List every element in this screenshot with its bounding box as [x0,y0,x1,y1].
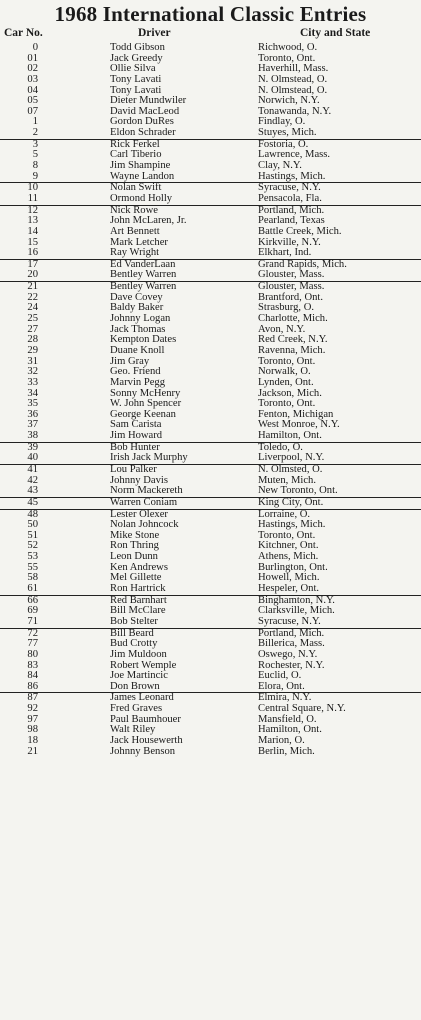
city-state: Lawrence, Mass. [258,149,331,161]
car-number: 15 [27,236,38,248]
city-state: Binghamton, N.Y. [258,594,335,606]
driver-name: Joe Martincic [110,670,168,682]
entry-row [0,736,421,747]
driver-name: Mel Gillette [110,572,162,584]
entry-row [0,117,421,128]
driver-name: Ron Thring [110,540,159,552]
car-number: 27 [27,323,38,335]
driver-name: Jack Housewerth [110,735,183,746]
car-number: 86 [27,680,38,692]
driver-name: Sam Carista [110,419,162,431]
entry-row [0,725,421,736]
entry-row [0,238,421,249]
car-number: 71 [27,615,38,627]
city-state: Elmira, N.Y. [258,692,312,704]
car-number: 16 [27,247,38,259]
car-number: 17 [27,258,38,270]
city-state: Billerica, Mass. [258,638,325,650]
car-number: 41 [27,463,38,475]
driver-name: Mike Stone [110,529,160,541]
city-state: Red Creek, N.Y. [258,334,328,346]
city-state: Burlington, Ont. [258,561,328,573]
entry-row [0,325,421,336]
driver-name: Bill McClare [110,605,166,617]
driver-name: Leon Dunn [110,551,158,563]
car-number: 77 [27,638,38,650]
car-number: 21 [27,745,38,757]
entry-row [0,420,421,431]
city-state: Glouster, Mass. [258,269,325,281]
driver-header: Driver [138,27,171,39]
city-state: N. Olmsted, O. [258,463,323,475]
car-number: 35 [27,398,38,410]
entry-row [0,389,421,400]
driver-name: Johnny Benson [110,745,176,757]
car-number: 87 [27,692,38,704]
car-number: 84 [27,670,38,682]
car-number: 14 [27,225,38,237]
driver-name: George Keenan [110,408,176,420]
city-state: Fostoria, O. [258,138,309,150]
entry-row [0,205,421,217]
driver-name: Geo. Friend [110,366,161,378]
car-no-header: Car No. [4,27,43,39]
car-number: 8 [32,160,38,172]
driver-name: Walt Riley [110,724,156,736]
driver-name: John McLaren, Jr. [110,215,187,227]
entry-row [0,442,421,454]
city-state: Berlin, Mich. [258,745,315,757]
driver-name: Jim Muldoon [110,648,167,660]
car-number: 1 [32,116,38,128]
entry-row [0,747,421,758]
city-state: Charlotte, Mich. [258,313,328,325]
city-state: Tonawanda, N.Y. [258,105,332,117]
entry-row [0,497,421,509]
city-state: Stuyes, Mich. [258,127,317,139]
entry-row [0,573,421,584]
driver-name: Bob Hunter [110,441,160,453]
entry-row [0,107,421,118]
driver-name: Nick Rowe [110,204,158,216]
entry-row [0,671,421,682]
driver-name: Mark Letcher [110,236,168,248]
city-state: Central Square, N.Y. [258,703,346,715]
entry-row [0,520,421,531]
entry-row [0,692,421,704]
entry-row [0,293,421,304]
car-number: 53 [27,551,38,563]
city-state: Strasburg, O. [258,302,315,314]
city-state: Hespeler, Ont. [258,583,320,595]
car-number: 61 [27,583,38,595]
city-state: Clay, N.Y. [258,160,302,172]
car-number: 31 [27,355,38,367]
entry-row [0,314,421,325]
car-number: 13 [27,215,38,227]
city-state: Kitchner, Ont. [258,540,319,552]
driver-name: Ken Andrews [110,561,168,573]
city-state: Haverhill, Mass. [258,63,329,75]
city-state: Glouster, Mass. [258,281,325,293]
car-number: 50 [27,519,38,531]
entry-row [0,259,421,271]
driver-name: Johnny Logan [110,313,171,325]
city-state: King City, Ont. [258,496,324,508]
car-number: 3 [32,138,38,150]
city-state: Norwalk, O. [258,366,311,378]
car-number: 9 [32,170,38,182]
driver-name: Jim Shampine [110,160,171,172]
city-state-header: City and State [300,27,371,39]
car-number: 34 [27,387,38,399]
driver-name: Gordon DuRes [110,116,174,128]
city-state: Hastings, Mich. [258,170,326,182]
driver-name: David MacLeod [110,105,180,117]
city-state: Hamilton, Ont. [258,724,322,736]
entry-row [0,531,421,542]
car-number: 51 [27,529,38,541]
city-state: Toledo, O. [258,441,303,453]
car-number: 80 [27,648,38,660]
city-state: Portland, Mich. [258,627,325,639]
city-state: Pensacola, Fla. [258,192,322,204]
entry-row [0,96,421,107]
entry-row [0,335,421,346]
driver-name: Jim Gray [110,355,150,367]
car-number: 03 [27,73,38,85]
city-state: N. Olmstead, O. [258,84,328,96]
entry-row [0,606,421,617]
city-state: Athens, Mich. [258,551,319,563]
driver-name: Paul Baumhouer [110,713,181,725]
entry-row [0,86,421,97]
entry-row [0,281,421,293]
driver-name: Bentley Warren [110,281,177,293]
entry-row [0,64,421,75]
driver-name: Sonny McHenry [110,387,181,399]
car-number: 66 [27,594,38,606]
entry-row [0,139,421,151]
driver-name: Bill Beard [110,627,154,639]
city-state: Howell, Mich. [258,572,320,584]
driver-name: Don Brown [110,680,160,692]
city-state: Marion, O. [258,735,305,746]
city-state: Clarksville, Mich. [258,605,335,617]
car-number: 33 [27,376,38,388]
entry-row [0,509,421,521]
city-state: Liverpool, N.Y. [258,452,325,464]
entry-row [0,650,421,661]
city-state: West Monroe, N.Y. [258,419,340,431]
car-number: 39 [27,441,38,453]
city-state: Battle Creek, Mich. [258,225,342,237]
city-state: Jackson, Mich. [258,387,322,399]
city-state: Lorraine, O. [258,508,311,520]
entry-row [0,194,421,205]
driver-name: Eldon Schrader [110,127,176,139]
driver-name: Robert Wemple [110,659,177,671]
car-number: 45 [27,496,38,508]
entry-row [0,303,421,314]
city-state: Toronto, Ont. [258,398,316,410]
entry-row [0,248,421,259]
car-number: 24 [27,302,38,314]
entry-row [0,270,421,281]
driver-name: Nolan Johncock [110,519,179,531]
driver-name: Marvin Pegg [110,376,166,388]
city-state: Norwich, N.Y. [258,95,320,107]
city-state: Muten, Mich. [258,474,316,486]
entry-row [0,563,421,574]
city-state: Ravenna, Mich. [258,344,326,356]
car-number: 05 [27,95,38,107]
city-state: Findlay, O. [258,116,306,128]
car-number: 11 [27,192,38,204]
entry-row [0,410,421,421]
city-state: Richwood, O. [258,42,318,53]
entries-list [0,43,421,757]
city-state: Rochester, N.Y. [258,659,325,671]
driver-name: Norm Mackereth [110,485,183,497]
driver-name: Wayne Landon [110,170,175,182]
driver-name: Nolan Swift [110,182,162,194]
entry-row [0,43,421,54]
car-number: 69 [27,605,38,617]
car-number: 55 [27,561,38,573]
driver-name: Ollie Silva [110,63,156,75]
entry-row [0,75,421,86]
page-title: 1968 International Classic Entries [54,2,367,26]
driver-name: Tony Lavati [110,73,162,85]
driver-name: Jack Greedy [110,52,163,64]
car-number: 01 [27,52,38,64]
car-number: 98 [27,724,38,736]
car-number: 25 [27,313,38,325]
entry-row [0,346,421,357]
driver-name: Warren Coniam [110,496,178,508]
car-number: 40 [27,452,38,464]
entry-row [0,595,421,607]
driver-name: Art Bennett [110,225,160,237]
driver-name: Johnny Davis [110,474,168,486]
driver-name: Irish Jack Murphy [110,452,188,464]
driver-name: Red Barnhart [110,594,167,606]
car-number: 58 [27,572,38,584]
city-state: Grand Rapids, Mich. [258,258,347,270]
city-state: Elkhart, Ind. [258,247,312,259]
entry-row [0,161,421,172]
entry-row [0,715,421,726]
car-number: 83 [27,659,38,671]
driver-name: Ed VanderLaan [110,258,176,270]
driver-name: Carl Tiberio [110,149,162,161]
entry-row [0,617,421,628]
car-number: 0 [32,42,38,53]
city-state: Kirkville, N.Y. [258,236,321,248]
driver-name: Todd Gibson [110,42,165,53]
car-number: 21 [27,281,38,293]
car-number: 18 [27,735,38,746]
entry-row [0,150,421,161]
car-number: 28 [27,334,38,346]
car-number: 2 [32,127,38,139]
entry-row [0,128,421,139]
entry-row [0,704,421,715]
driver-name: Dieter Mundwiler [110,95,187,107]
entry-row [0,399,421,410]
car-number: 32 [27,366,38,378]
driver-name: Jim Howard [110,430,163,442]
entry-row [0,367,421,378]
city-state: Fenton, Michigan [258,408,334,420]
car-number: 72 [27,627,38,639]
entry-row [0,172,421,183]
entry-row [0,552,421,563]
city-state: Euclid, O. [258,670,302,682]
city-state: Mansfield, O. [258,713,317,725]
city-state: N. Olmstead, O. [258,73,328,85]
city-state: Syracuse, N.Y. [258,615,321,627]
city-state: Elora, Ont. [258,680,305,692]
city-state: Toronto, Ont. [258,355,316,367]
entry-row [0,476,421,487]
car-number: 38 [27,430,38,442]
city-state: Oswego, N.Y. [258,648,318,660]
car-number: 92 [27,703,38,715]
driver-name: Bud Crotty [110,638,158,650]
car-number: 97 [27,713,38,725]
city-state: Hamilton, Ont. [258,430,322,442]
driver-name: James Leonard [110,692,174,704]
entry-row [0,453,421,464]
driver-name: Bob Stelter [110,615,158,627]
car-number: 02 [27,63,38,75]
city-state: Brantford, Ont. [258,291,324,303]
entry-row [0,227,421,238]
city-state: Syracuse, N.Y. [258,182,321,194]
car-number: 52 [27,540,38,552]
entry-row [0,54,421,65]
city-state: Hastings, Mich. [258,519,326,531]
car-number: 22 [27,291,38,303]
driver-name: Jack Thomas [110,323,166,335]
city-state: New Toronto, Ont. [258,485,338,497]
car-number: 29 [27,344,38,356]
entry-row [0,464,421,476]
entry-row [0,661,421,672]
entry-row [0,628,421,640]
entry-row [0,378,421,389]
driver-name: Ron Hartrick [110,583,166,595]
driver-name: Lou Palker [110,463,157,475]
city-state: Toronto, Ont. [258,52,316,64]
city-state: Lynden, Ont. [258,376,314,388]
driver-name: Kempton Dates [110,334,177,346]
car-number: 37 [27,419,38,431]
city-state: Portland, Mich. [258,204,325,216]
driver-name: Ormond Holly [110,192,173,204]
car-number: 07 [27,105,38,117]
car-number: 42 [27,474,38,486]
entry-row [0,639,421,650]
car-number: 20 [27,269,38,281]
driver-name: Ray Wright [110,247,160,259]
driver-name: Tony Lavati [110,84,162,96]
car-number: 36 [27,408,38,420]
car-number: 10 [27,182,38,194]
entry-row [0,486,421,497]
car-number: 04 [27,84,38,96]
driver-name: Rick Ferkel [110,138,160,150]
car-number: 43 [27,485,38,497]
car-number: 48 [27,508,38,520]
driver-name: Dave Covey [110,291,163,303]
entry-row [0,357,421,368]
city-state: Avon, N.Y. [258,323,306,335]
entry-row [0,584,421,595]
car-number: 5 [32,149,38,161]
city-state: Pearland, Texas [258,215,325,227]
driver-name: Bentley Warren [110,269,177,281]
entry-row [0,431,421,442]
driver-name: Fred Graves [110,703,163,715]
entry-row [0,682,421,693]
car-number: 12 [27,204,38,216]
driver-name: Lester Olexer [110,508,168,520]
entry-row [0,182,421,194]
entry-row [0,541,421,552]
driver-name: W. John Spencer [110,398,182,410]
driver-name: Baldy Baker [110,302,164,314]
entry-row [0,216,421,227]
driver-name: Duane Knoll [110,344,165,356]
city-state: Toronto, Ont. [258,529,316,541]
